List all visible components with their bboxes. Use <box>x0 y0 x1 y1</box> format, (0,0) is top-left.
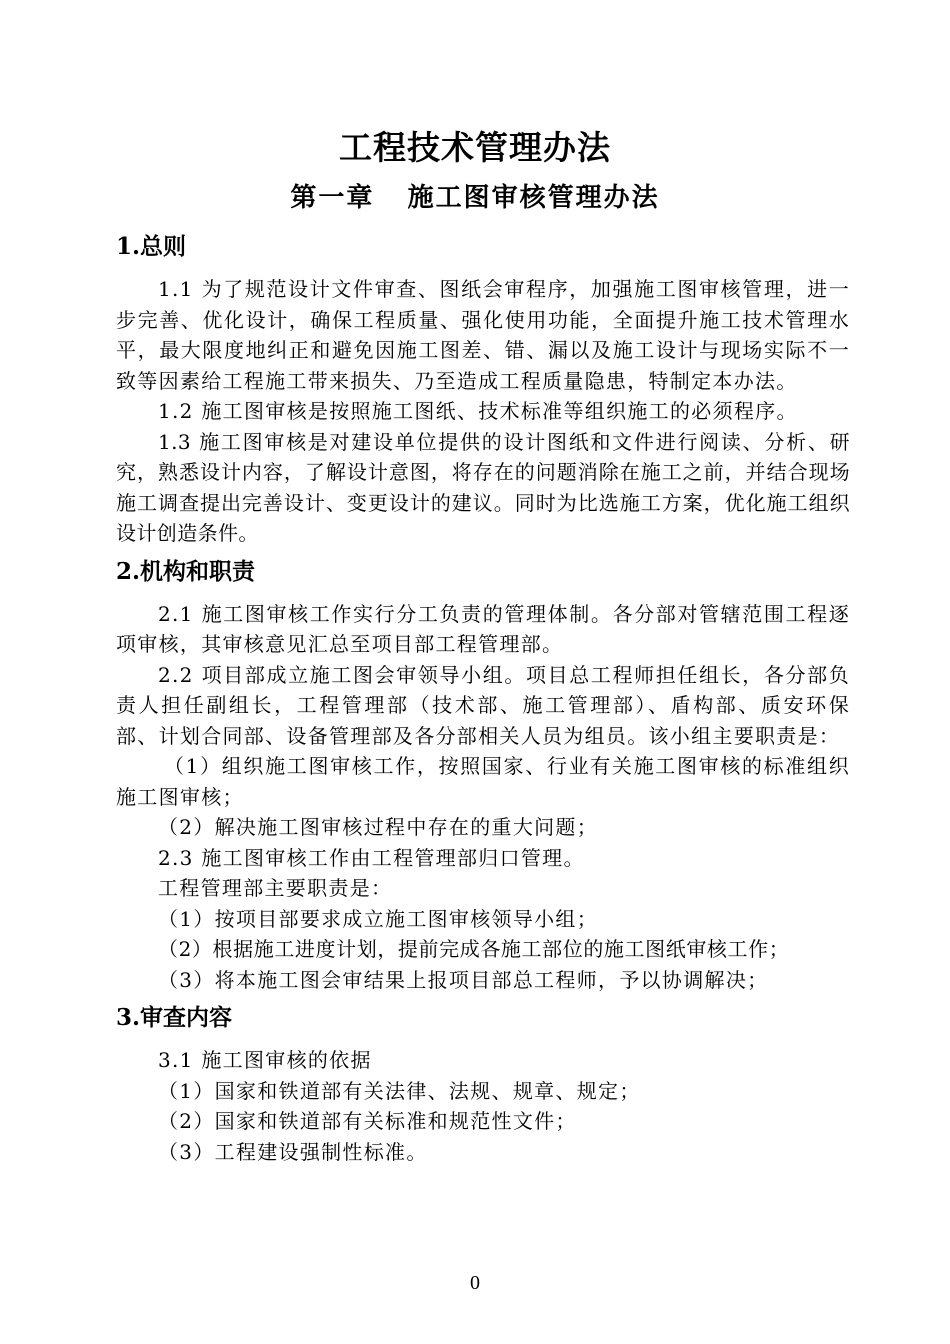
document-title: 工程技术管理办法 <box>339 128 611 167</box>
list-item: （1）组织施工图审核工作，按照国家、行业有关施工图审核的标准组织施工图审核； <box>116 754 850 809</box>
page-number: 0 <box>470 1272 480 1294</box>
paragraph: 2.3 施工图审核工作由工程管理部归口管理。 <box>158 845 585 870</box>
list-item: （3）工程建设强制性标准。 <box>158 1139 428 1164</box>
paragraph: 1.1 为了规范设计文件审查、图纸会审程序，加强施工图审核管理，进一步完善、优化设计，确保工程质量、强化使用功能，全面提升施工技术管理水平，最大限度地纠正和避免因施工图差、错、漏以及施工设计与现场实际不一致等因素给工程施工带来损失、乃至造成工程质量隐患，特制定本办法。 <box>116 277 850 393</box>
section-heading-organization: 2.机构和职责 <box>116 557 256 585</box>
paragraph: 3.1 施工图审核的依据 <box>158 1048 372 1072</box>
list-item: （2）国家和铁道部有关标准和规范性文件； <box>158 1109 577 1133</box>
list-item: （2）根据施工进度计划，提前完成各施工部位的施工图纸审核工作； <box>158 937 790 961</box>
paragraph: 1.3 施工图审核是对建设单位提供的设计图纸和文件进行阅读、分析、研究，熟悉设计内容，了解设计意图，将存在的问题消除在施工之前，并结合现场施工调查提出完善设计、变更设计的建议。同时为比选施工方案，优化施工组织设计创造条件。 <box>116 429 850 545</box>
section-heading-review-content: 3.审查内容 <box>116 1004 233 1031</box>
list-item: （1）按项目部要求成立施工图审核领导小组； <box>158 906 599 931</box>
paragraph: 1.2 施工图审核是按照施工图纸、技术标准等组织施工的必须程序。 <box>158 399 798 423</box>
list-item: （3）将本施工图会审结果上报项目部总工程师，予以协调解决； <box>158 967 769 992</box>
list-item: （2）解决施工图审核过程中存在的重大问题； <box>158 815 599 839</box>
paragraph: 2.2 项目部成立施工图会审领导小组。项目总工程师担任组长，各分部负责人担任副组长，工程管理部（技术部、施工管理部）、盾构部、质安环保部、计划合同部、设备管理部及各分部相关人员为组员。该小组主要职责是： <box>116 662 850 748</box>
document-body <box>116 224 850 1167</box>
paragraph: 2.1 施工图审核工作实行分工负责的管理体制。各分部对管辖范围工程逐项审核，其审核意见汇总至项目部工程管理部。 <box>116 601 850 656</box>
chapter-heading: 第一章 施工图审核管理办法 <box>290 183 660 213</box>
paragraph: 工程管理部主要职责是： <box>158 876 393 900</box>
section-heading-general: 1.总则 <box>116 233 187 260</box>
list-item: （1）国家和铁道部有关法律、法规、规章、规定； <box>158 1078 641 1103</box>
